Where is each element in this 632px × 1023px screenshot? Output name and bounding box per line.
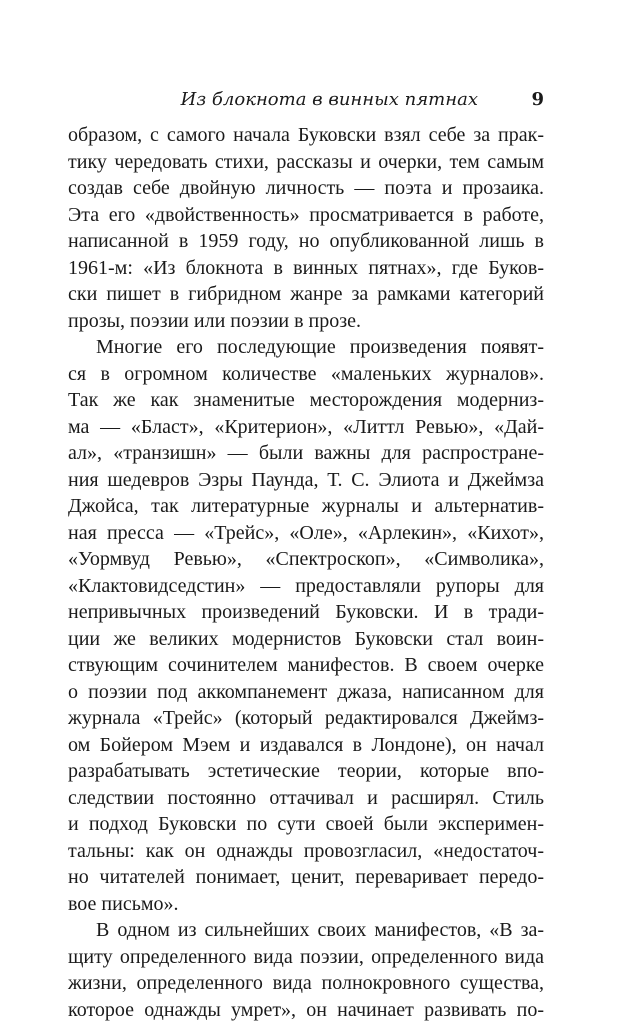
text-line: о поэзии под аккомпанемент джаза, написанном для	[68, 679, 544, 706]
text-line: ная пресса — «Трейс», «Оле», «Арлекин», «Кихот»,	[68, 520, 544, 547]
text-line: создав себе двойную личность — поэта и прозаика.	[68, 175, 544, 202]
text-line: тику чередовать стихи, рассказы и очерки, тем самым	[68, 149, 544, 176]
text-line: Так же как знаменитые месторождения модерниз-	[68, 387, 544, 414]
text-line: «Клактовидседстин» — предоставляли рупоры для	[68, 573, 544, 600]
text-line: и подход Буковски по сути своей были эксперимен-	[68, 811, 544, 838]
text-line: ции же великих модернистов Буковски стал воин-	[68, 626, 544, 653]
text-line: но читателей понимает, ценит, переваривает передо-	[68, 864, 544, 891]
text-line: ствующим сочинителем манифестов. В своем очерке	[68, 652, 544, 679]
text-line: ски пишет в гибридном жанре за рамками категорий	[68, 281, 544, 308]
text-line: «Уормвуд Ревью», «Спектроскоп», «Символика»,	[68, 546, 544, 573]
text-line: Джойса, так литературные журналы и альтернатив-	[68, 493, 544, 520]
text-line: Эта его «двойственность» просматривается в работе,	[68, 202, 544, 229]
text-line: разрабатывать эстетические теории, которые впо-	[68, 758, 544, 785]
text-line: написанной в 1959 году, но опубликованной лишь в	[68, 228, 544, 255]
text-line: которое однажды умрет», он начинает развивать по-	[68, 997, 544, 1023]
text-line: ния шедевров Эзры Паунда, Т. С. Элиота и Джеймза	[68, 467, 544, 494]
text-line: Многие его последующие произведения появят-	[68, 334, 544, 361]
body-text	[68, 122, 544, 1023]
text-line: следствии постоянно оттачивал и расширял. Стиль	[68, 785, 544, 812]
text-line: вое письмо».	[68, 891, 544, 918]
text-line: ом Бойером Мэем и издавался в Лондоне), он начал	[68, 732, 544, 759]
text-line: жизни, определенного вида полнокровного существа,	[68, 970, 544, 997]
text-line: ма — «Бласт», «Критерион», «Литтл Ревью», «Дай-	[68, 414, 544, 441]
text-line: прозы, поэзии или поэзии в прозе.	[68, 308, 544, 335]
text-line: щиту определенного вида поэзии, определенного вида	[68, 944, 544, 971]
text-line: непривычных произведений Буковски. И в тради-	[68, 599, 544, 626]
running-title: Из блокнота в винных пятнах	[181, 88, 478, 112]
text-line: журнала «Трейс» (который редактировался Джеймз-	[68, 705, 544, 732]
text-line: образом, с самого начала Буковски взял себе за прак-	[68, 122, 544, 149]
running-head	[68, 88, 544, 112]
text-line: ал», «транзишн» — были важны для распростране-	[68, 440, 544, 467]
text-line: ся в огромном количестве «маленьких журналов».	[68, 361, 544, 388]
page-number: 9	[531, 88, 544, 112]
text-line: В одном из сильнейших своих манифестов, «В за-	[68, 917, 544, 944]
text-line: 1961-м: «Из блокнота в винных пятнах», где Буков-	[68, 255, 544, 282]
text-line: тальны: как он однажды провозгласил, «недостаточ-	[68, 838, 544, 865]
